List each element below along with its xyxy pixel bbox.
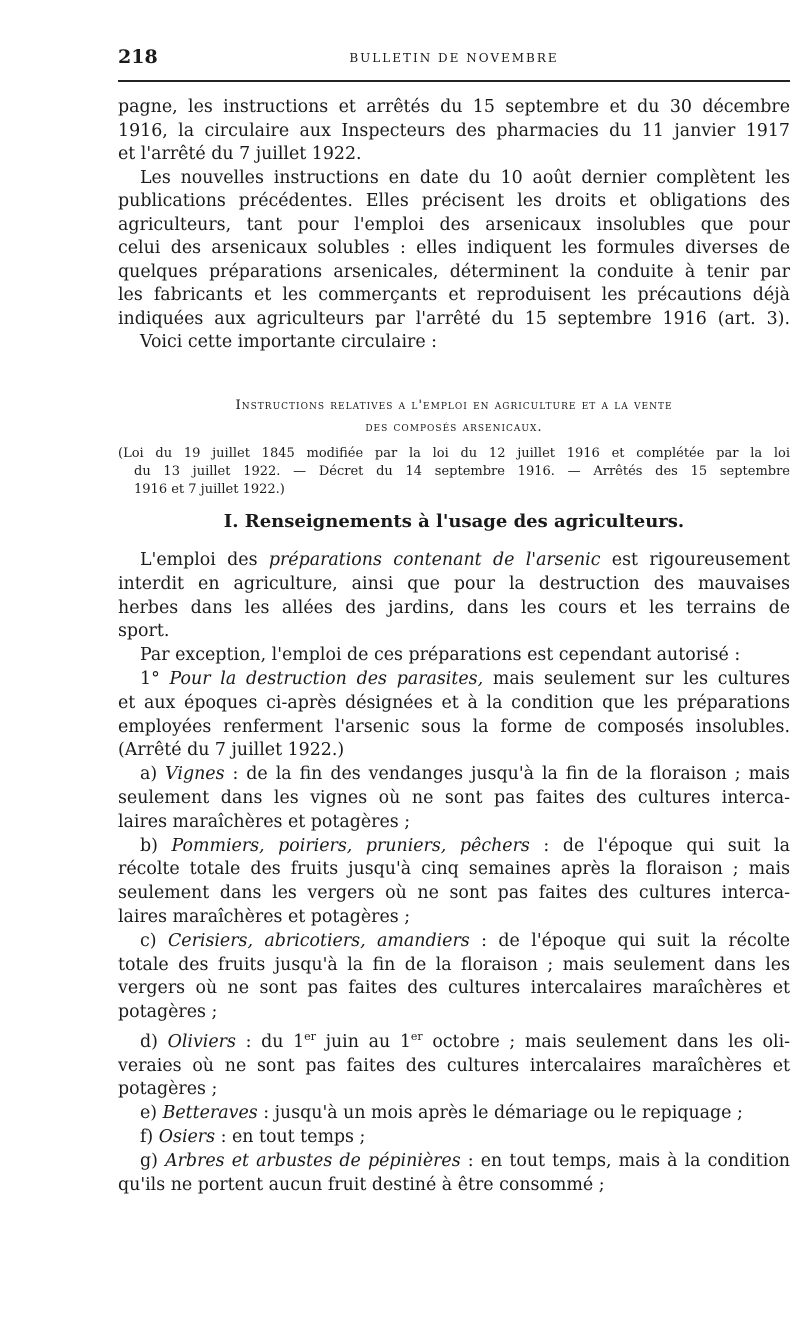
text-line: veraies où ne sont pas faites des cultures intercalaires maraîchères et — [118, 1055, 790, 1076]
legal-reference — [118, 445, 790, 499]
text-line: (Arrêté du 7 juillet 1922.) — [118, 740, 345, 761]
list-item-c: c) Cerisiers, abricotiers, amandiers : de l'époque qui suit la récolte — [140, 930, 791, 951]
list-item-e: e) Betteraves : jusqu'à un mois après le démariage ou le repiquage ; — [140, 1103, 743, 1124]
list-item-g: g) Arbres et arbustes de pépinières : en tout temps, mais à la condition — [140, 1150, 790, 1171]
text-line: herbes dans les allées des jardins, dans les cours et les terrains de — [118, 597, 790, 618]
list-item-f: f) Osiers : en tout temps ; — [140, 1126, 366, 1147]
running-head: BULLETIN DE NOVEMBRE — [349, 51, 559, 65]
text-line: potagères ; — [118, 1002, 218, 1023]
text-line: laires maraîchères et potagères ; — [118, 906, 411, 927]
instructions-title-line: Instructions relatives a l'emploi en agriculture et a la vente — [235, 398, 673, 413]
text-line: sport. — [118, 621, 170, 642]
list-item-a: a) Vignes : de la fin des vendanges jusqu'à la fin de la floraison ; mais — [140, 764, 790, 785]
instructions-title-line: des composés arsenicaux. — [365, 420, 543, 435]
text-line: L'emploi des préparations contenant de l'arsenic est rigoureusement — [140, 550, 790, 570]
section-body — [118, 549, 790, 1197]
legal-reference-line: (Loi du 19 juillet 1845 modifiée par la loi du 12 juillet 1916 et complétée par la loi — [118, 446, 790, 461]
text-line: seulement dans les vignes où ne sont pas faites des cultures interca- — [118, 787, 790, 808]
text-line: laires maraîchères et potagères ; — [118, 811, 411, 832]
text-line: les fabricants et les commerçants et reproduisent les précautions déjà — [118, 285, 790, 305]
text-line: employées renferment l'arsenic sous la forme de composés insolubles. — [118, 716, 790, 737]
section-title: I. Renseignements à l'usage des agriculteurs. — [223, 511, 685, 532]
text-line: qu'ils ne portent aucun fruit destiné à être consommé ; — [118, 1174, 605, 1195]
text-line: potagères ; — [118, 1079, 218, 1100]
list-item-1: 1° Pour la destruction des parasites, mais seulement sur les cultures — [140, 668, 790, 689]
page-number: 218 — [118, 46, 158, 68]
text-line: quelques préparations arsenicales, déterminent la conduite à tenir par — [118, 261, 790, 282]
text-line: pagne, les instructions et arrêtés du 15 septembre et du 30 décembre — [118, 97, 790, 117]
legal-reference-line: du 13 juillet 1922. — Décret du 14 septembre 1916. — Arrêtés des 15 septembre — [134, 464, 790, 479]
text-line: Par exception, l'emploi de ces préparations est cependant autorisé : — [140, 645, 741, 666]
text-line: indiquées aux agriculteurs par l'arrêté du 15 septembre 1916 (art. 3). — [118, 308, 790, 329]
text-line: et aux époques ci-après désignées et à la condition que les préparations — [118, 692, 790, 713]
text-line: 1916, la circulaire aux Inspecteurs des pharmacies du 11 janvier 1917 — [118, 120, 790, 141]
list-item-d: d) Oliviers : du 1er juin au 1er octobre ; mais seulement dans les oli- — [140, 1029, 791, 1052]
text-line: et l'arrêté du 7 juillet 1922. — [118, 144, 362, 164]
text-line: totale des fruits jusqu'à la fin de la floraison ; mais seulement dans les — [118, 954, 790, 975]
list-item-b: b) Pommiers, poiriers, pruniers, pêchers : de l'époque qui suit la — [140, 835, 790, 856]
legal-reference-line: 1916 et 7 juillet 1922.) — [134, 482, 285, 497]
header-rule — [118, 80, 790, 82]
text-line: publications précédentes. Elles précisent les droits et obligations des — [118, 191, 790, 211]
page-header — [118, 46, 790, 76]
text-line: celui des arsenicaux solubles : elles indiquent les formules diverses de — [118, 238, 790, 258]
text-line: seulement dans les vergers où ne sont pas faites des cultures interca- — [118, 883, 790, 904]
text-line: Les nouvelles instructions en date du 10 août dernier complètent les — [140, 167, 790, 188]
instructions-title — [118, 395, 790, 439]
text-line: agriculteurs, tant pour l'emploi des arsenicaux insolubles que pour — [118, 214, 790, 235]
text-line: interdit en agriculture, ainsi que pour la destruction des mauvaises — [118, 573, 790, 594]
intro-paragraphs — [118, 96, 790, 355]
text-line: vergers où ne sont pas faites des cultures intercalaires maraîchères et — [118, 978, 790, 999]
text-line: récolte totale des fruits jusqu'à cinq semaines après la floraison ; mais — [118, 859, 790, 880]
text-line: Voici cette importante circulaire : — [140, 332, 438, 352]
